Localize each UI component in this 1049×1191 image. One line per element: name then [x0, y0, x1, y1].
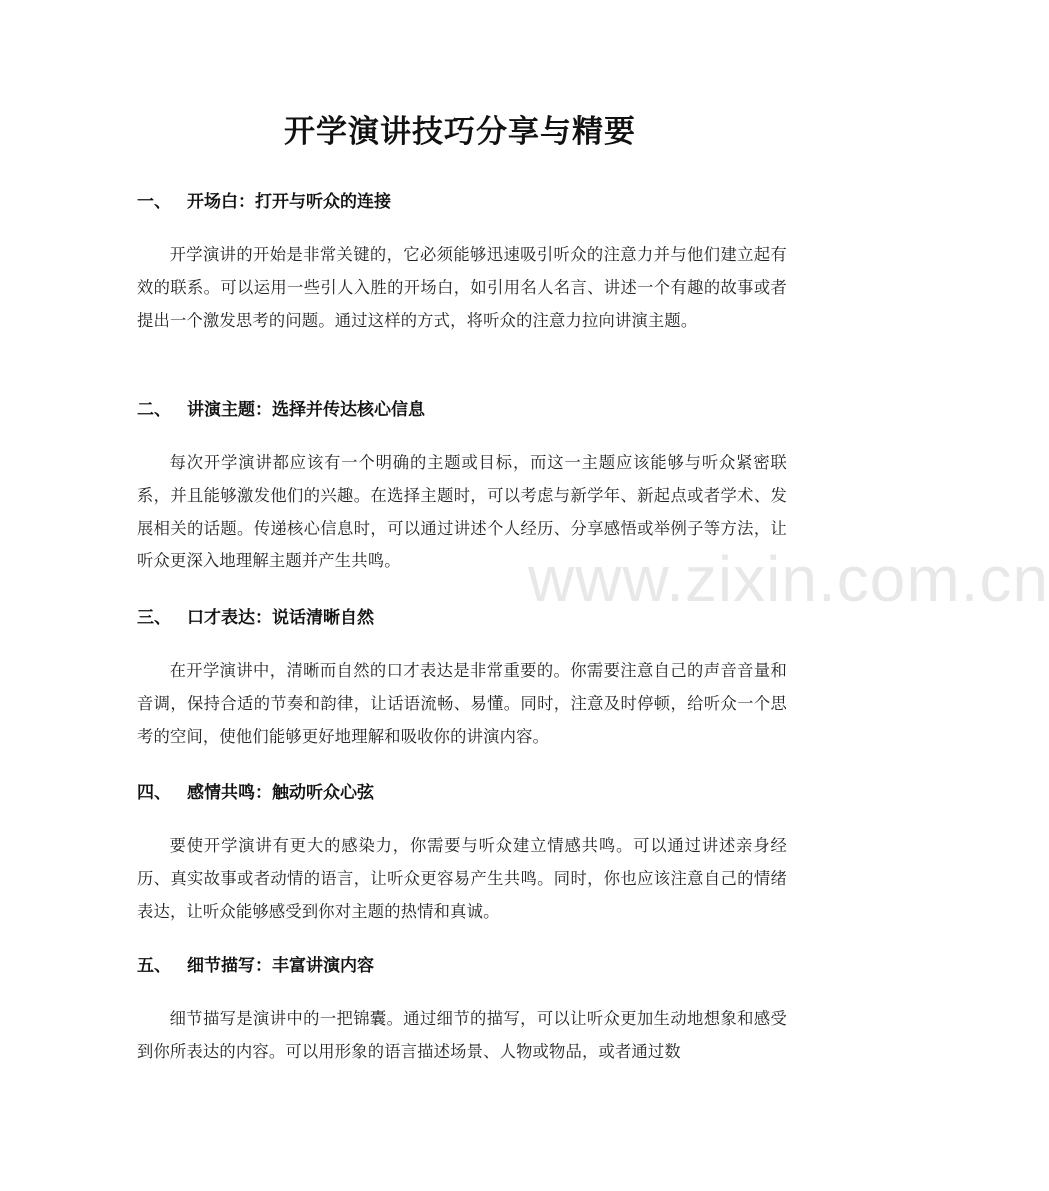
section-number: 一、: [137, 192, 171, 212]
section-number: 五、: [137, 956, 171, 976]
section-5: [137, 952, 787, 1069]
section-title: 口才表达：说话清晰自然: [187, 608, 374, 628]
section-number: 四、: [137, 783, 171, 803]
section-heading: [137, 779, 787, 807]
section-2: [137, 396, 787, 578]
section-paragraph: 要使开学演讲有更大的感染力，你需要与听众建立情感共鸣。可以通过讲述亲身经历、真实故事或者动情的语言，让听众更容易产生共鸣。同时，你也应该注意自己的情绪表达，让听众能够感受到你对主题的热情和真诚。: [137, 836, 787, 921]
section-title: 讲演主题：选择并传达核心信息: [187, 400, 425, 420]
section-heading: [137, 396, 787, 424]
section-title: 开场白：打开与听众的连接: [187, 192, 391, 212]
section-paragraph: 细节描写是演讲中的一把锦囊。通过细节的描写，可以让听众更加生动地想象和感受到你所表达的内容。可以用形象的语言描述场景、人物或物品，或者通过数: [137, 1009, 787, 1061]
section-title: 感情共鸣：触动听众心弦: [187, 783, 374, 803]
section-heading: [137, 604, 787, 632]
section-title: 细节描写：丰富讲演内容: [187, 956, 374, 976]
section-number: 三、: [137, 608, 171, 628]
section-4: [137, 779, 787, 928]
page-title: 开学演讲技巧分享与精要: [284, 114, 636, 150]
section-number: 二、: [137, 400, 171, 420]
section-heading: [137, 188, 787, 216]
section-paragraph: 每次开学演讲都应该有一个明确的主题或目标，而这一主题应该能够与听众紧密联系，并且能够激发他们的兴趣。在选择主题时，可以考虑与新学年、新起点或者学术、发展相关的话题。传递核心信息时，可以通过讲述个人经历、分享感悟或举例子等方法，让听众更深入地理解主题并产生共鸣。: [137, 453, 787, 571]
section-1: [137, 188, 787, 337]
watermark-text: www.zixin.com.cn: [528, 543, 1049, 615]
section-paragraph: 开学演讲的开始是非常关键的，它必须能够迅速吸引听众的注意力并与他们建立起有效的联系。可以运用一些引人入胜的开场白，如引用名人名言、讲述一个有趣的故事或者提出一个激发思考的问题。通过这样的方式，将听众的注意力拉向讲演主题。: [137, 245, 787, 330]
section-3: [137, 604, 787, 753]
section-heading: [137, 952, 787, 980]
section-paragraph: 在开学演讲中，清晰而自然的口才表达是非常重要的。你需要注意自己的声音音量和音调，保持合适的节奏和韵律，让话语流畅、易懂。同时，注意及时停顿，给听众一个思考的空间，使他们能够更好地理解和吸收你的讲演内容。: [137, 661, 787, 746]
